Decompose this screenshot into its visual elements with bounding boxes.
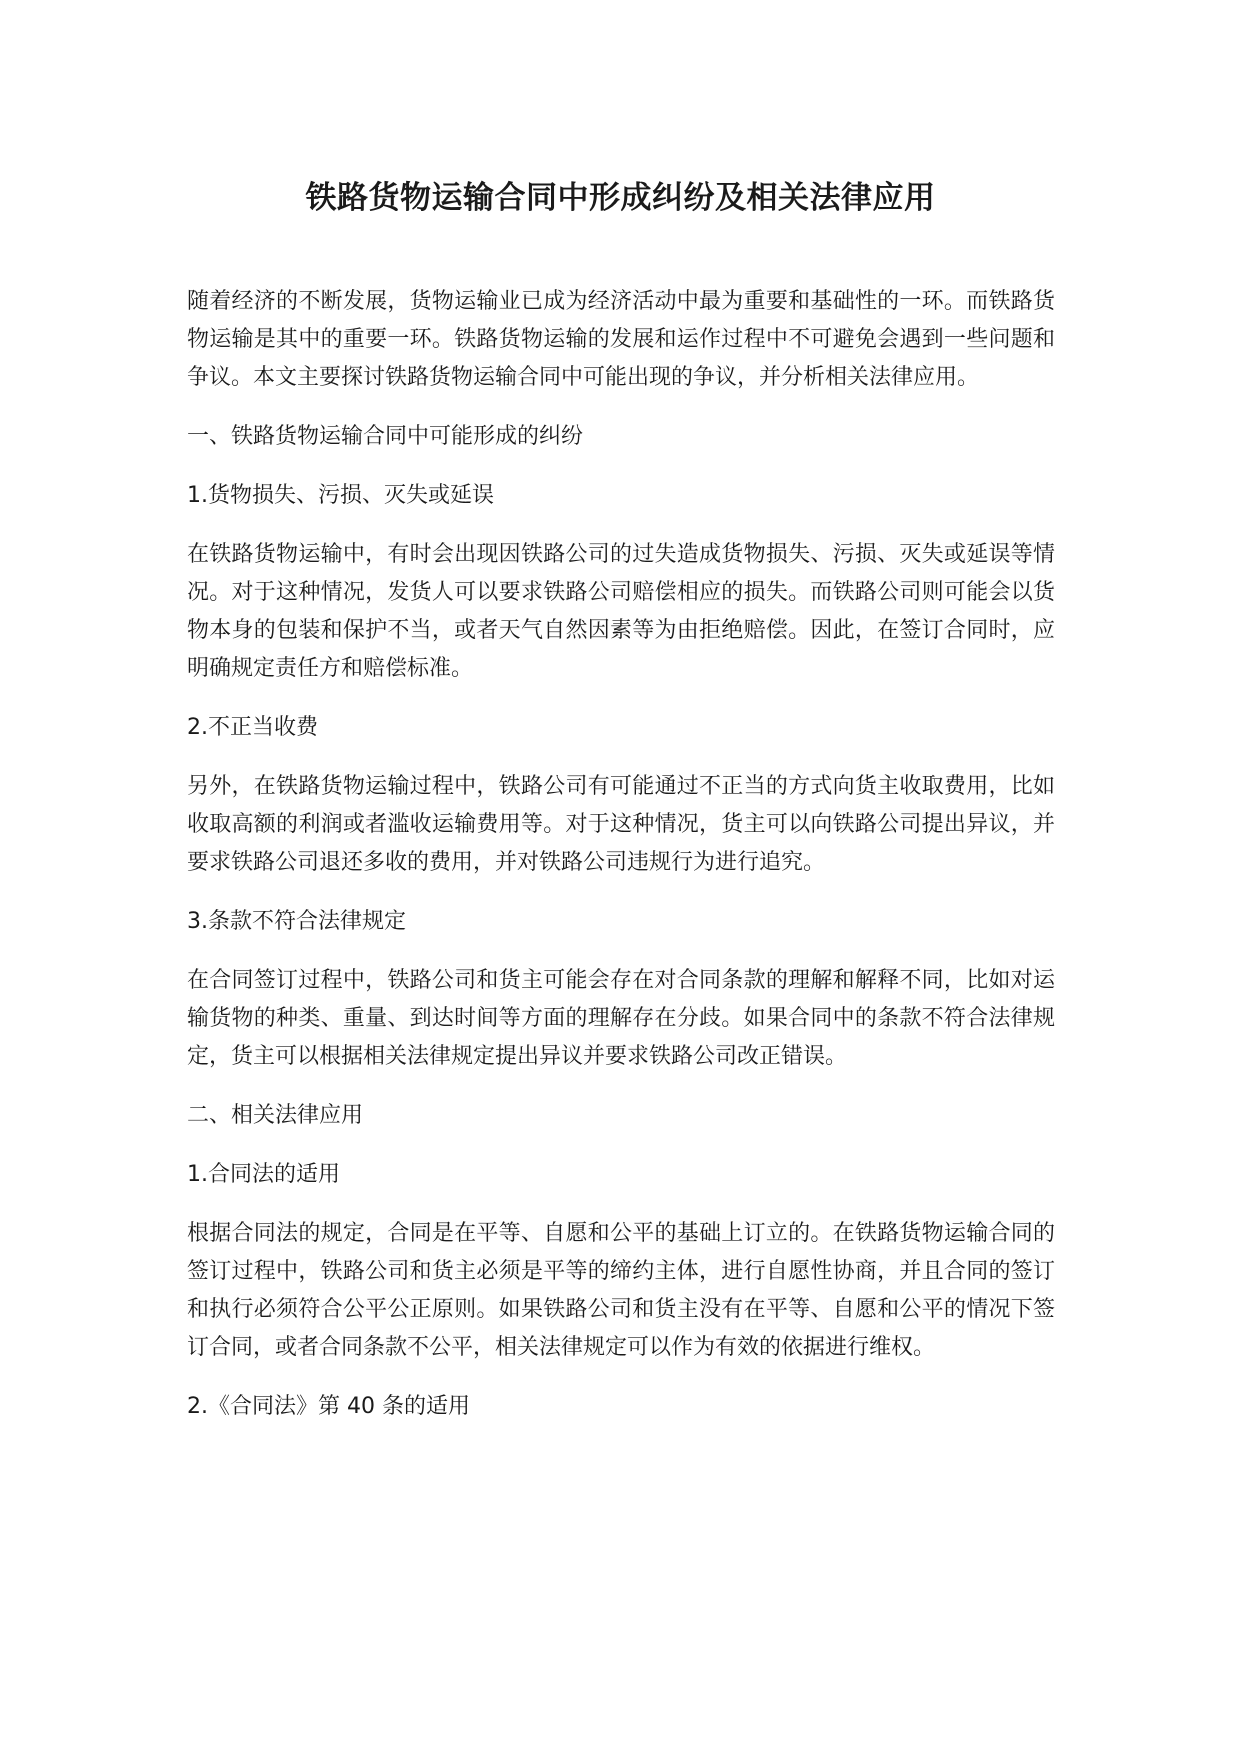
paragraph-1-3: 在合同签订过程中，铁路公司和货主可能会存在对合同条款的理解和解释不同，比如对运输货物的种类、重量、到达时间等方面的理解存在分歧。如果合同中的条款不符合法律规定，货主可以根据相关法律规定提出异议并要求铁路公司改正错误。: [187, 968, 1055, 1069]
subheading-1-2: 2.不正当收费: [187, 715, 318, 740]
paragraph-1-2: 另外，在铁路货物运输过程中，铁路公司有可能通过不正当的方式向货主收取费用，比如收取高额的利润或者滥收运输费用等。对于这种情况，货主可以向铁路公司提出异议，并要求铁路公司退还多收的费用，并对铁路公司违规行为进行追究。: [187, 774, 1055, 875]
intro-paragraph: 随着经济的不断发展，货物运输业已成为经济活动中最为重要和基础性的一环。而铁路货物运输是其中的重要一环。铁路货物运输的发展和运作过程中不可避免会遇到一些问题和争议。本文主要探讨铁路货物运输合同中可能出现的争议，并分析相关法律应用。: [187, 289, 1055, 390]
document-title: 铁路货物运输合同中形成纠纷及相关法律应用: [305, 180, 936, 216]
paragraph-1-1: 在铁路货物运输中，有时会出现因铁路公司的过失造成货物损失、污损、灭失或延误等情况。对于这种情况，发货人可以要求铁路公司赔偿相应的损失。而铁路公司则可能会以货物本身的包装和保护不当，或者天气自然因素等为由拒绝赔偿。因此，在签订合同时，应明确规定责任方和赔偿标准。: [187, 542, 1055, 681]
subheading-1-3: 3.条款不符合法律规定: [187, 909, 406, 934]
section-heading-2: 二、相关法律应用: [187, 1103, 364, 1128]
subheading-2-1: 1.合同法的适用: [187, 1162, 340, 1187]
subheading-2-2: 2.《合同法》第 40 条的适用: [187, 1394, 470, 1419]
section-heading-1: 一、铁路货物运输合同中可能形成的纠纷: [187, 424, 584, 449]
document-body: [187, 283, 1055, 1447]
subheading-1-1: 1.货物损失、污损、灭失或延误: [187, 483, 494, 508]
paragraph-2-1: 根据合同法的规定，合同是在平等、自愿和公平的基础上订立的。在铁路货物运输合同的签订过程中，铁路公司和货主必须是平等的缔约主体，进行自愿性协商，并且合同的签订和执行必须符合公平公正原则。如果铁路公司和货主没有在平等、自愿和公平的情况下签订合同，或者合同条款不公平，相关法律规定可以作为有效的依据进行维权。: [187, 1221, 1055, 1360]
